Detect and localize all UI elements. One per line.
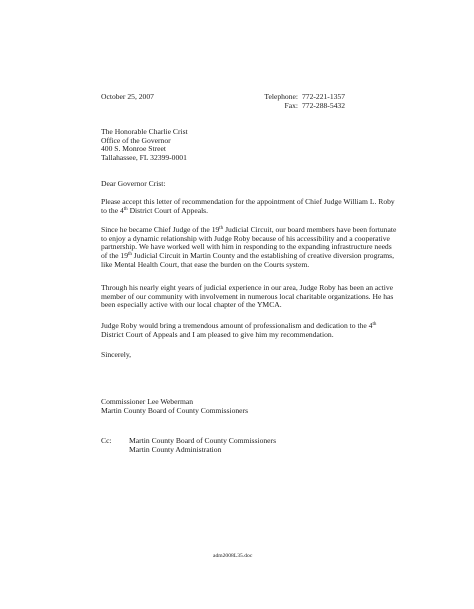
signer-name: Commissioner Lee Weberman	[101, 397, 194, 406]
paragraph-line: member of our community with involvement in numerous local charitable organizations. He has	[101, 291, 394, 301]
recipient-line: Office of the Governor	[101, 135, 171, 145]
paragraph-line: to enjoy a dynamic relationship with Judge Roby because of his accessibility and a cooperative	[101, 233, 390, 243]
text-run: District Court of Appeals.	[127, 205, 209, 215]
letter-date: October 25, 2007	[101, 92, 154, 101]
recipient-line: The Honorable Charlie Crist	[101, 127, 188, 136]
fax-label: Fax:	[284, 100, 298, 110]
paragraph-4	[101, 322, 441, 339]
text-run: Judicial Circuit in Martin County and the establishing of creative diversion programs,	[131, 251, 395, 261]
signer-title: Martin County Board of County Commissioners	[101, 405, 249, 415]
cc-label: Cc:	[101, 436, 112, 445]
salutation: Dear Governor Crist:	[101, 179, 166, 188]
paragraph-line: Through his nearly eight years of judicial experience in our area, Judge Roby has been an active	[101, 283, 394, 292]
paragraph-line: like Mental Health Court, that ease the burden on the Courts system.	[101, 259, 310, 269]
paragraph-line: District Court of Appeals and I am pleased to give him my recommendation.	[101, 329, 334, 339]
text-run: Judicial Circuit, our board members have been fortunate	[223, 225, 397, 234]
fax-number: 772-288-5432	[302, 100, 346, 110]
recipient-address	[101, 128, 441, 163]
text-run: Judge Roby would bring a tremendous amount of professionalism and dedication to the 4	[101, 321, 373, 330]
footer-file-name: adm2008L35.doc	[213, 553, 253, 559]
paragraph-line	[101, 207, 441, 216]
paragraph-1	[101, 198, 441, 215]
ordinal-suffix: th	[123, 206, 128, 212]
paragraph-line: partnership. We have worked well with him in responding to the expanding infrastructure needs	[101, 242, 392, 252]
paragraph-line: Please accept this letter of recommendation for the appointment of Chief Judge William L. Roby	[101, 197, 395, 206]
contact-block	[251, 93, 345, 110]
ordinal-suffix: th	[128, 252, 132, 258]
cc-recipient: Martin County Administration	[129, 444, 222, 454]
fax-row	[251, 102, 345, 111]
text-run: Since he became Chief Judge of the 19	[101, 225, 220, 234]
closing: Sincerely,	[101, 350, 132, 359]
ordinal-suffix: th	[372, 322, 377, 327]
cc-recipient: Martin County Board of County Commissioners	[129, 436, 277, 445]
recipient-line: Tallahassee, FL 32399-0001	[101, 153, 187, 163]
cc-recipients	[129, 437, 276, 454]
text-run: to the 4	[101, 205, 124, 215]
signature-block	[101, 398, 441, 415]
text-run: of the 19	[101, 251, 128, 261]
ordinal-suffix: th	[219, 226, 224, 231]
telephone-number: 772-221-1357	[302, 92, 346, 101]
paragraph-2	[101, 226, 441, 270]
paragraph-3	[101, 284, 441, 310]
telephone-label: Telephone:	[264, 92, 298, 101]
paragraph-line: been especially active with our local chapter of the YMCA.	[101, 300, 282, 310]
recipient-line: 400 S. Monroe Street	[101, 144, 166, 154]
